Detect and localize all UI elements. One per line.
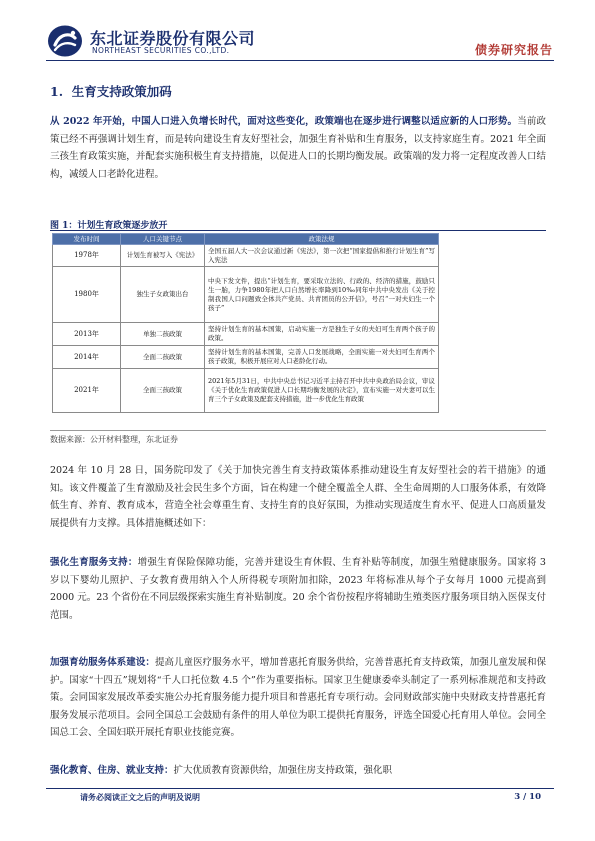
page-header [0, 0, 595, 64]
policy-table [52, 233, 439, 413]
body-paragraph-childcare [50, 654, 546, 742]
row-node: 计划生育被写入《宪法》 [121, 245, 205, 267]
footer-divider [46, 788, 554, 789]
report-type-label: 债券研究报告 [474, 43, 553, 57]
paragraph-body: 扩大优质教育资源供给，加强住房支持政策，强化职 [173, 765, 393, 776]
body-paragraph-fertility-services [50, 554, 546, 624]
row-policy: 2021年5月31日，中共中央总书记习近平主持召开中共中央政治局会议，审议《关于优化生育政策促进人口长期均衡发展的决定》，宣布实施一对夫妻可以生育三个子女政策及配套支持措施，进一步优化生育政策 [205, 369, 439, 413]
footer-disclaimer: 请务必阅读正文之后的声明及说明 [80, 792, 200, 802]
section-heading [50, 82, 172, 100]
column-header-node: 人口关键节点 [121, 234, 205, 245]
paragraph-body: 提高儿童医疗服务水平，增加普惠托育服务供给，完善普惠托育支持政策，加强儿童发展和保护。国家“十四五”规划将“千人口托位数 4.5 个”作为重要指标。国家卫生健康委牵头制定了一系列标准规范和支持政策。会同国家发展改革委实施公办托育服务能力提升项目和普惠托育专项行动。会同财政部实施中央财政支持普惠托育服务发展示范项目。会同全国总工会鼓励有条件的用人单位为职工提供托育服务，评选全国爱心托育用人单位。会同全国总工会、全国妇联开展托育职业技能竞赛。 [50, 657, 546, 738]
figure-top-rule [50, 230, 546, 231]
paragraph-body: 增强生育保险保障功能，完善并建设生育休假、生育补贴等制度，加强生殖健康服务。国家将 3 岁以下婴幼儿照护、子女教育费用纳入个人所得税专项附加扣除，2023 年将标准从每个子女每月 1000 元提高到 2000 元。23 个省份在不同层级探索实施生育补贴制度。20 余个省份按程序将辅助生殖类医疗服务项目纳入医保支付范围。 [50, 557, 546, 621]
figure-bottom-rule [50, 430, 546, 431]
paragraph-lead: 强化生育服务支持： [50, 557, 138, 568]
row-year: 1978年 [53, 245, 121, 267]
figure-source: 数据来源：公开材料整理，东北证券 [50, 435, 178, 444]
row-policy: 中央下发文件，提出“计划生育，要采取立法的、行政的、经济的措施，鼓励只生一胎，力争1980年把人口自然增长率降到10‰同年中共中央发出《关于控制我国人口问题致全体共产党员、共青团员的公开信》，号召“一对夫妇生一个孩子” [205, 267, 439, 323]
paragraph-lead: 强化教育、住房、就业支持： [50, 765, 174, 776]
intro-body: 当前政策已经不再强调计划生育，而是转向建设生育友好型社会，加强生育补贴和生育服务，以支持家庭生育。2021 年全面三孩生育政策实施，并配套实施积极生育支持措施，以促进人口的长期均衡发展。政策端的发力将一定程度改善人口结构，减缓人口老龄化进程。 [50, 116, 546, 180]
table-header-row [53, 234, 439, 245]
row-year: 1980年 [53, 267, 121, 323]
row-policy: 全国五届人大一次会议通过新《宪法》，第一次把“国家提倡和推行计划生育”写入宪法 [205, 245, 439, 267]
body-paragraph-education-housing [50, 762, 546, 780]
column-header-policy: 政策法规 [205, 234, 439, 245]
row-node: 全面三孩政策 [121, 369, 205, 413]
table-row [53, 369, 439, 413]
intro-paragraph [50, 113, 546, 183]
body-paragraph-notice: 2024 年 10 月 28 日，国务院印发了《关于加快完善生育支持政策体系推动建设生育友好型社会的若干措施》的通知。该文件覆盖了生育激励及社会民生多个方面，旨在构建一个健全覆盖全人群、全生命周期的人口服务体系，有效降低生育、养育、教育成本，营造全社会尊重生育、支持生育的良好氛围，为推动实现适度生育水平、促进人口高质量发展提供有力支撑。具体措施概述如下： [50, 465, 546, 529]
table-row [53, 245, 439, 267]
row-year: 2013年 [53, 323, 121, 346]
section-number: 1. [50, 84, 64, 99]
row-year: 2021年 [53, 369, 121, 413]
column-header-year: 发布时间 [53, 234, 121, 245]
table-row [53, 346, 439, 369]
company-name-en: NORTHEAST SECURITIES CO.,LTD. [92, 46, 230, 55]
section-title: 生育支持政策加码 [71, 84, 172, 99]
company-name-cn: 东北证券股份有限公司 [90, 29, 256, 48]
row-node: 单独二孩政策 [121, 323, 205, 346]
row-year: 2014年 [53, 346, 121, 369]
row-policy: 坚持计划生育的基本国策，完善人口发展战略，全面实施一对夫妇可生育两个孩子政策，积极开展应对人口老龄化行动。 [205, 346, 439, 369]
row-policy: 坚持计划生育的基本国策，启动实施一方是独生子女的夫妇可生育两个孩子的政策。 [205, 323, 439, 346]
header-divider [46, 60, 554, 61]
figure-title: 图 1：计划生育政策逐步放开 [50, 221, 168, 231]
row-node: 独生子女政策出台 [121, 267, 205, 323]
page-number: 3 / 10 [514, 792, 541, 802]
company-logo-icon [46, 24, 84, 58]
row-node: 全面二孩政策 [121, 346, 205, 369]
paragraph-lead: 加强育幼服务体系建设： [50, 657, 155, 668]
intro-lead: 从 2022 年开始，中国人口进入负增长时代，面对这些变化，政策端也在逐步进行调整以适应新的人口形势。 [50, 116, 518, 127]
table-row [53, 323, 439, 346]
table-row [53, 267, 439, 323]
